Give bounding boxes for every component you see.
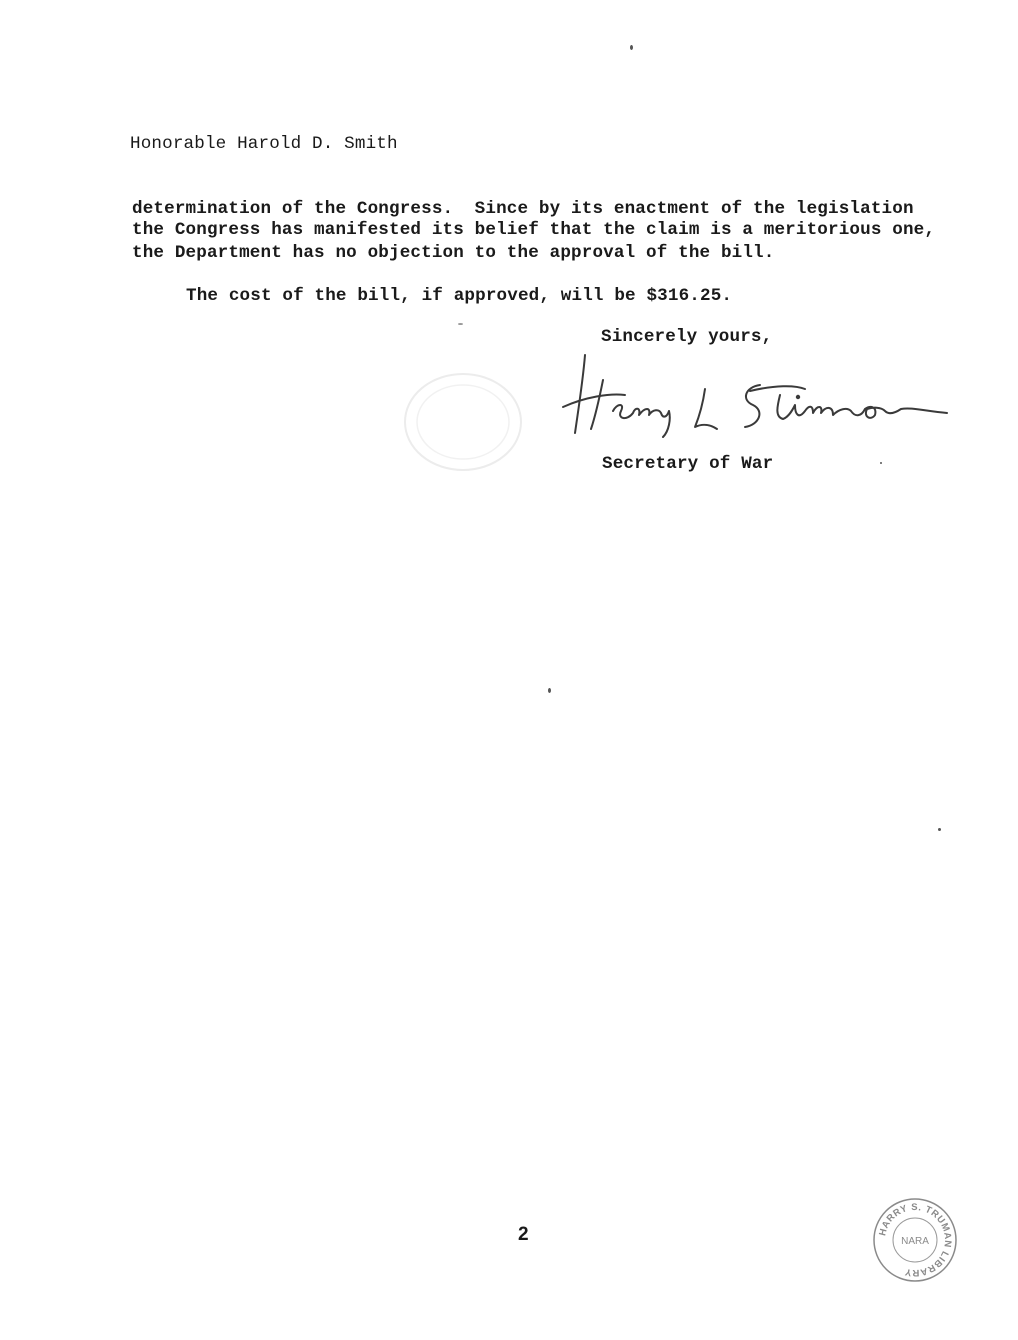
addressee-line: Honorable Harold D. Smith <box>130 134 398 154</box>
cost-statement: The cost of the bill, if approved, will be $316.25. <box>186 286 733 306</box>
scan-speck <box>630 45 633 50</box>
body-paragraph-line: determination of the Congress. Since by its enactment of the legislation <box>132 199 914 219</box>
body-paragraph-line: the Congress has manifested its belief that the claim is a meritorious one, <box>132 220 936 240</box>
closing-salutation: Sincerely yours, <box>601 327 773 347</box>
body-paragraph-line: the Department has no objection to the approval of the bill. <box>132 243 775 263</box>
scan-speck <box>458 323 463 325</box>
stamp-inner-text: NARA <box>901 1236 929 1247</box>
scan-speck <box>880 462 882 464</box>
page-number: 2 <box>518 1224 529 1245</box>
scan-speck <box>938 828 941 831</box>
stamp-outer-text: HARRY S. TRUMAN LIBRARY <box>877 1201 954 1279</box>
signer-title: Secretary of War <box>602 454 774 474</box>
library-archive-stamp <box>872 1197 958 1283</box>
embossed-seal <box>402 368 524 472</box>
handwritten-signature <box>555 345 955 445</box>
scan-speck <box>548 688 551 693</box>
